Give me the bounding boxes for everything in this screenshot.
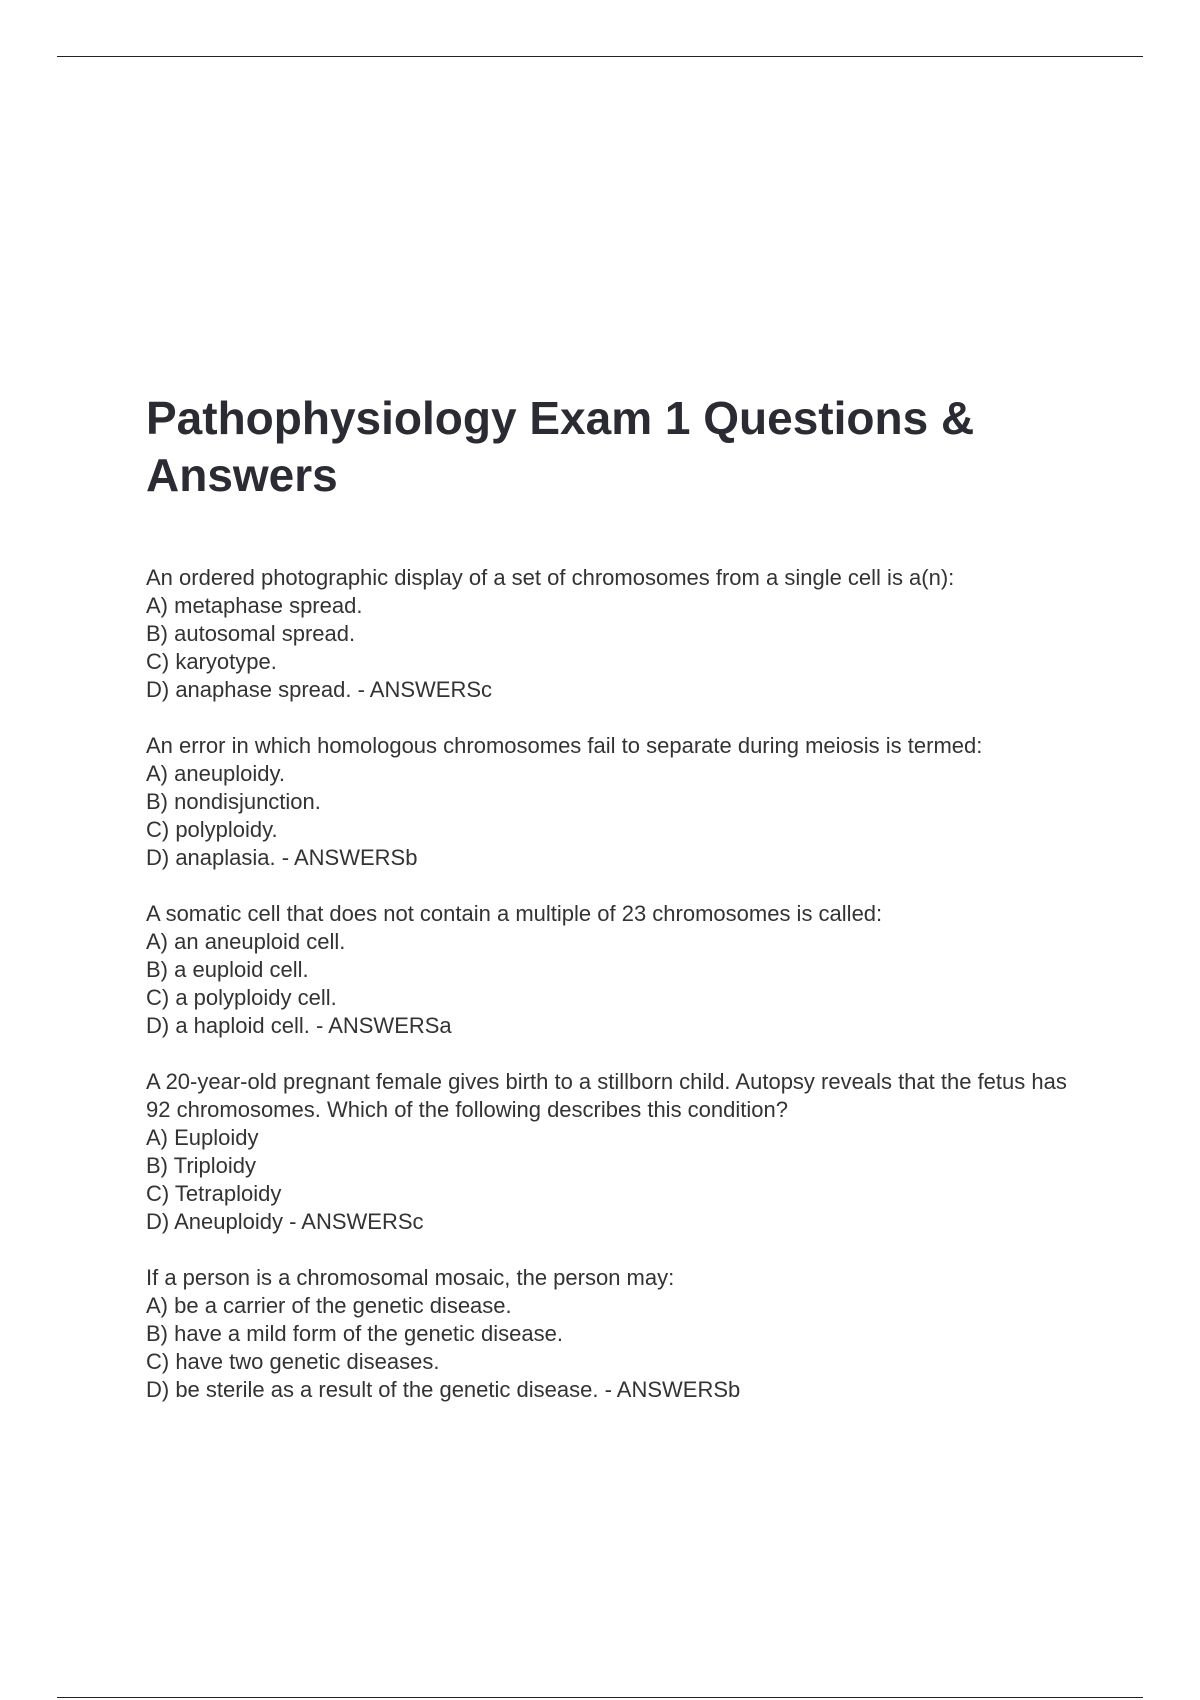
question-list: [146, 564, 1076, 1404]
question-text: If a person is a chromosomal mosaic, the person may:: [146, 1265, 675, 1290]
question-text: A 20-year-old pregnant female gives birth to a stillborn child. Autopsy reveals that the fetus has 92 chromosomes. Which of the following describes this condition?: [146, 1069, 1067, 1122]
question-block-3: [146, 900, 1076, 1040]
option-c: C) karyotype.: [146, 649, 277, 674]
option-a: A) an aneuploid cell.: [146, 929, 346, 954]
option-d-with-answer: D) a haploid cell. - ANSWERSa: [146, 1013, 452, 1038]
option-b: B) have a mild form of the genetic disease.: [146, 1321, 563, 1346]
question-text: A somatic cell that does not contain a multiple of 23 chromosomes is called:: [146, 901, 883, 926]
question-text: An ordered photographic display of a set of chromosomes from a single cell is a(n):: [146, 565, 955, 590]
option-d-with-answer: D) be sterile as a result of the genetic disease. - ANSWERSb: [146, 1377, 741, 1402]
option-a: A) Euploidy: [146, 1125, 259, 1150]
question-block-4: [146, 1068, 1076, 1236]
option-d-with-answer: D) anaphase spread. - ANSWERSc: [146, 677, 493, 702]
top-rule: [57, 56, 1143, 57]
option-a: A) aneuploidy.: [146, 761, 286, 786]
option-b: B) a euploid cell.: [146, 957, 309, 982]
option-b: B) Triploidy: [146, 1153, 257, 1178]
document-content: [146, 390, 1076, 1432]
option-c: C) a polyploidy cell.: [146, 985, 337, 1010]
question-text: An error in which homologous chromosomes fail to separate during meiosis is termed:: [146, 733, 983, 758]
question-block-5: [146, 1264, 1076, 1404]
option-a: A) metaphase spread.: [146, 593, 363, 618]
option-b: B) nondisjunction.: [146, 789, 321, 814]
option-c: C) have two genetic diseases.: [146, 1349, 440, 1374]
option-b: B) autosomal spread.: [146, 621, 356, 646]
option-d-with-answer: D) anaplasia. - ANSWERSb: [146, 845, 418, 870]
question-block-1: [146, 564, 1076, 704]
option-d-with-answer: D) Aneuploidy - ANSWERSc: [146, 1209, 424, 1234]
bottom-rule: [57, 1697, 1143, 1698]
option-c: C) Tetraploidy: [146, 1181, 282, 1206]
question-block-2: [146, 732, 1076, 872]
document-title: Pathophysiology Exam 1 Questions & Answers: [146, 392, 975, 501]
option-a: A) be a carrier of the genetic disease.: [146, 1293, 512, 1318]
option-c: C) polyploidy.: [146, 817, 278, 842]
